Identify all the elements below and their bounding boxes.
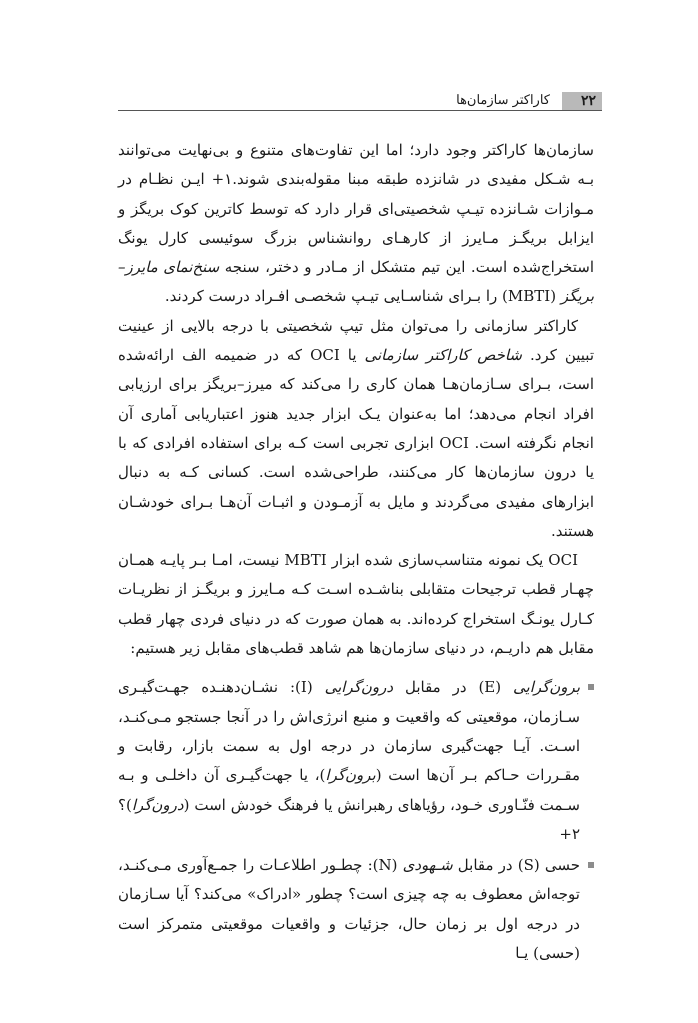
paragraph-2 <box>118 312 594 546</box>
body-text <box>118 136 594 970</box>
paragraph-3 <box>118 546 594 663</box>
bullet-item-1 <box>118 673 594 849</box>
text-run: یا OCI که در ضمیمه الف ارائه‌شده است، بـرای سـازمان‌هـا همان کاری را می‌کند که میرز–بریگز برای ارزیابی افراد انجام می‌دهد؛ اما به‌عنوان یـک ابزار جدید هنوز اعتباریابی آماری آن انجام نگرفته است. OCI ابزاری تجربی است کـه برای استفاده افرادی که با یا درون سازمان‌ها کار می‌کنند، طراحی‌شده است. کسانی کـه به دنبال ابزارهای مفیدی می‌گردند و مایل به آزمـودن و اثبـات آن‌هـا بـرای خودشـان هستند. <box>118 346 594 540</box>
bullet-list <box>118 673 594 968</box>
text-run-italic: شاخص کاراکتر سازمانی <box>364 346 522 365</box>
text-run-italic: برون‌گرایی <box>513 678 580 697</box>
page-number: ۲۲ <box>580 93 596 109</box>
text-run: (I): نشـان‌دهنـده جهـت‌گیـری سـازمان، موقعیتی که واقعیت و منبع انرژی‌اش را در آنجا جستجو مـی‌کنـد، اسـت. آیـا جهت‌گیری سازمان در درجه اول به سمت بازار، رقابت و مقـررات حـاکم بـر آن‌ها است ( <box>118 678 581 785</box>
bullet-item-2 <box>118 851 594 968</box>
square-bullet-icon <box>588 862 594 868</box>
text-run: حسی (S) در مقابل <box>452 856 581 875</box>
text-run-italic: سنخ‌نمای مایرز–بریگز <box>118 258 594 306</box>
text-run: (E) در مقابل <box>393 678 514 697</box>
text-run-italic: درون‌گرایی <box>324 678 394 697</box>
text-run: (MBTI) را بـرای شناسـایی تیـپ شخصـی افـراد درست کردند. <box>164 287 561 306</box>
text-run: )؟ ۲+ <box>118 795 580 843</box>
paragraph-1 <box>118 136 594 312</box>
text-run: OCI یک نمونه متناسب‌سازی شده ابزار MBTI نیست، امـا بـر پایـه همـان چهـار قطب ترجیحات متقابلی بناشـده اسـت کـه مـایرز و بریگـز از نظریـات کـارل یونـگ استخراج کرده‌اند. به همان صورت که در دنیای فردی چهار قطب مقابل هم داریـم، در دنیای سازمان‌ها هم شاهد قطب‌های مقابل زیر هستیم: <box>118 551 594 658</box>
text-run-italic: برون‌گرا <box>325 766 376 785</box>
square-bullet-icon <box>588 684 594 690</box>
text-run: )، یا جهت‌گیـری آن داخلـی و بـه سـمت فنّـاوری خـود، رؤیاهای رهبرانش یا فرهنگ خودش است ( <box>118 766 580 814</box>
bullet-text <box>118 856 580 962</box>
running-title: کاراکتر سازمان‌ها <box>456 93 550 108</box>
text-run: (N): چطـور اطلاعـات را جمـع‌آوری مـی‌کنـد، توجه‌اش معطوف به چه چیزی است؟ چطور «ادراک» می‌کند؟ آیا سـازمان در درجه اول بر زمان حال، جزئیات و واقعیات موقعیتی متمرکز است (حسی) یـا <box>118 856 580 963</box>
running-header <box>118 92 602 112</box>
text-run-italic: درون‌گرا <box>131 795 184 814</box>
text-run-italic: شـهودی <box>402 856 453 875</box>
text-run: کاراکتر سازمانی را می‌توان مثل تیپ شخصیتی با درجه بالایی از عینیت تبیین کرد. <box>118 316 594 365</box>
text-run: سازمان‌ها کاراکتر وجود دارد؛ اما این تفاوت‌های متنوع و بی‌نهایت می‌توانند بـه شـکل مفیدی در شانزده طبقه مبنا مقوله‌بندی شوند.۱+ ایـن نظـام در مـوازات شـانزده تیـپ شخصیتی‌ای قرار دارد که توسط کاترین کوک بریگز و ایزابل بریگـز مـایرز از کارهـای روانشناس بزرگ سوئیسی کارل یونگ استخراج‌شده است. این تیم متشکل از مـادر و دختر، سنجه <box>118 141 594 277</box>
header-rule <box>118 110 602 111</box>
bullet-text <box>118 678 580 842</box>
